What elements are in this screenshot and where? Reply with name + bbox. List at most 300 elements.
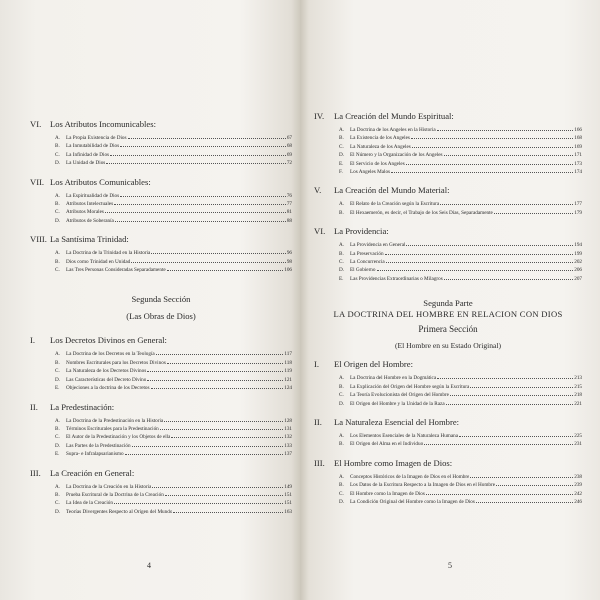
page-number-left: 4 [147,561,151,570]
entry-page: 68 [286,143,292,150]
entry-page: 81 [286,209,292,216]
toc-section [314,185,582,217]
entry-page: 177 [574,201,582,208]
entry-letter: C. [339,259,344,266]
toc-section [314,359,582,408]
entry-text: Términos Escriturales para la Predestinación [66,425,159,432]
toc-entry [339,258,582,266]
entry-page: 218 [574,392,582,399]
entry-letter: B. [55,201,60,208]
toc-entry [55,258,292,266]
entry-page: 168 [574,135,582,142]
entry-text: El Origen del Alma en el Individuo [350,441,424,448]
dot-leader [106,159,285,164]
entry-text: Atributos Morales [66,209,104,216]
entry-text: La Naturaleza de los Decretos Divinos [66,368,147,375]
toc-section [314,226,582,283]
dot-leader [160,425,283,430]
toc-entry [339,266,582,274]
entry-letter: F. [339,169,343,176]
toc-entry [339,151,582,159]
toc-entry [339,498,582,506]
toc-entry [339,490,582,498]
section-title [314,111,582,122]
dot-leader [167,266,284,271]
section-title [30,234,292,245]
right-heading-line3: Primera Sección [418,324,478,335]
toc-section [30,402,292,459]
toc-entry [55,249,292,257]
entry-text: La Infinidad de Dios [66,151,110,158]
entry-page: 67 [286,135,292,141]
toc-entry [55,142,292,150]
entry-page: 137 [284,451,292,458]
entry-letter: B. [339,482,344,489]
entry-page: 98 [286,258,292,265]
section-title-text: El Hombre como Imagen de Dios: [334,457,453,468]
entry-text: El Relato de la Creación según la Escritura [350,201,440,208]
toc-entry [55,483,292,491]
entry-page: 225 [574,432,582,439]
entry-page: 96 [286,250,292,257]
dot-leader [424,440,573,445]
section-title-text: La Santísima Trinidad: [50,234,129,245]
section-title-text: Los Atributos Comunicables: [50,176,151,187]
toc-entry [339,432,582,440]
toc-entry [339,400,582,408]
entry-letter: E. [55,451,60,458]
dot-leader [167,359,284,364]
dot-leader [128,134,286,139]
toc-entry [55,499,292,507]
entry-text: Prueba Escritural de la Doctrina de la Creación [66,491,164,498]
dot-leader [412,143,573,148]
section-title [30,335,292,346]
entry-page: 174 [574,169,582,176]
entry-text: La Naturaleza de los Angeles [350,143,411,150]
toc-entry [55,192,292,200]
left-heading [30,294,292,322]
dot-leader [152,483,283,488]
entry-page: 151 [284,491,292,498]
section-number: I. [30,335,36,346]
dot-leader [459,432,573,437]
entry-text: La Unidad de Dios [66,160,106,167]
entry-text: El Hombre como la Imagen de Dios [350,490,425,497]
dot-leader [450,391,573,396]
entry-letter: D. [339,400,345,407]
toc-entry [339,391,582,399]
entry-text: Conceptos Históricos de la Imagen de Dios en el Hombre [350,473,470,480]
entry-text: La Existencia de los Angeles [350,135,410,142]
entry-page: 121 [284,376,292,383]
section-entries [55,417,292,459]
section-entries [55,483,292,517]
entry-page: 149 [284,483,292,490]
dot-leader [165,491,283,496]
entry-text: Las Tres Personas Consideradas Separadamente [66,267,166,274]
entry-page: 231 [574,441,582,448]
entry-page: 131 [284,425,292,432]
entry-page: 206 [574,267,582,274]
entry-page: 124 [284,385,292,392]
section-title [314,417,582,428]
toc-entry [55,425,292,433]
entry-page: 128 [284,417,292,424]
toc-entry [339,200,582,208]
toc-section [30,468,292,517]
dot-leader [147,376,283,381]
page-number-right: 5 [448,561,452,570]
entry-page: 194 [574,242,582,249]
dot-leader [125,450,284,455]
section-title-text: La Creación del Mundo Espiritual: [334,111,454,121]
entry-page: 239 [574,482,582,489]
right-heading [314,298,582,351]
section-entries [339,374,582,408]
section-entries [55,134,292,168]
entry-letter: D. [55,376,61,383]
entry-letter: E. [339,160,344,167]
dot-leader [494,209,573,214]
toc-section [314,458,582,507]
entry-letter: B. [55,491,60,498]
entry-letter: E. [55,385,60,392]
entry-text: El Gobierno [350,267,376,274]
entry-letter: A. [55,250,61,257]
entry-text: Las Providencias Extraordinarias o Milagros [350,275,443,282]
toc-entry [339,241,582,249]
entry-text: La Doctrina de los Decretos en la Teología [66,351,155,358]
toc-entry [55,134,292,142]
dot-leader [105,208,286,213]
toc-entry [339,209,582,217]
toc-entry [55,350,292,358]
dot-leader [496,481,573,486]
right-heading-line2: LA DOCTRINA DEL HOMBRE EN RELACION CON DIOS [333,309,563,320]
entry-text: La Inmutabilidad de Dios [66,143,120,150]
entry-page: 221 [574,400,582,407]
dot-leader [377,266,574,271]
toc-entry [55,417,292,425]
left-sections-bottom [30,335,292,516]
entry-page: 119 [284,368,292,375]
entry-page: 118 [284,359,292,366]
entry-text: Los Elementos Esenciales de la Naturaleza Humana [350,432,459,439]
entry-page: 213 [574,375,582,382]
entry-letter: B. [339,135,344,142]
entry-letter: C. [339,490,344,497]
entry-text: La Propia Existencia de Dios [66,135,127,141]
dot-leader [156,350,284,355]
toc-entry [55,450,292,458]
dot-leader [426,490,573,495]
entry-page: 88 [286,217,292,224]
entry-text: La Doctrina de los Angeles en la Historia [350,127,436,133]
dot-leader [440,200,573,205]
entry-text: Las Características del Decreto Divino [66,376,147,383]
entry-letter: A. [339,242,345,249]
entry-page: 246 [574,498,582,505]
toc-entry [55,200,292,208]
entry-letter: A. [339,432,345,439]
entry-text: Los Datos de la Escritura Respecto a la Imagen de Dios en el Hombre [350,482,496,489]
entry-text: Nombres Escriturales para los Decretos Divinos [66,359,166,366]
section-title [314,458,582,469]
section-title-text: La Predestinación: [50,401,115,412]
entry-letter: A. [55,417,61,424]
toc-entry [55,433,292,441]
left-sections-top [30,119,292,274]
entry-letter: C. [55,267,60,274]
entry-text: La Providencia en General [350,242,406,249]
entry-text: La Doctrina de la Creación en la Historia [66,483,152,490]
dot-leader [391,168,573,173]
dot-leader [164,417,283,422]
entry-letter: D. [55,160,61,167]
section-entries [339,473,582,507]
toc-entry [55,217,292,225]
entry-letter: D. [55,442,61,449]
dot-leader [114,200,286,205]
section-title-text: La Naturaleza Esencial del Hombre: [334,416,460,427]
entry-page: 173 [574,160,582,167]
toc-section [314,111,582,176]
entry-text: La Teoría Evolucionista del Origen del Hombre [350,392,449,399]
entry-page: 132 [284,434,292,441]
section-title [314,185,582,196]
left-heading-line1: Segunda Sección [131,294,191,305]
entry-letter: B. [339,383,344,390]
dot-leader [147,367,283,372]
entry-text: La Condición Original del Hombre como la Imagen de Dios [350,498,475,505]
entry-letter: A. [339,201,345,208]
section-number: III. [30,467,41,478]
section-number: VII. [30,176,45,187]
entry-letter: D. [339,498,345,505]
entry-letter: D. [339,267,345,274]
section-number: VIII. [30,234,47,245]
toc-entry [55,359,292,367]
section-title [30,119,292,130]
entry-letter: A. [55,351,61,358]
dot-leader [411,134,573,139]
dot-leader [114,499,283,504]
entry-page: 117 [284,351,292,358]
section-title [314,359,582,370]
entry-letter: D. [55,217,61,224]
section-entries [55,350,292,392]
entry-text: El Número y la Organización de los Angeles [350,152,443,159]
entry-text: La Doctrina del Hombre en la Dogmática [350,375,437,382]
entry-page: 163 [284,508,292,515]
entry-letter: C. [55,209,60,216]
dot-leader [470,473,573,478]
entry-text: El Origen del Hombre y la Unidad de la Raza [350,400,445,407]
dot-leader [437,374,573,379]
section-title-text: La Creación del Mundo Material: [334,185,450,196]
dot-leader [132,442,284,447]
entry-letter: A. [339,473,345,480]
entry-letter: C. [339,143,344,150]
dot-leader [151,249,286,254]
dot-leader [437,126,574,131]
entry-page: 171 [574,152,582,159]
section-title-text: La Creación en General: [50,467,135,478]
entry-letter: A. [55,135,61,141]
right-heading-line4: (El Hombre en su Estado Original) [394,341,502,351]
section-number: II. [314,416,322,427]
dot-leader [470,383,573,388]
entry-text: El Autor de la Predestinación y los Objetos de ella [66,434,171,441]
section-title-text: Los Decretos Divinos en General: [50,335,167,346]
entry-letter: C. [339,392,344,399]
toc-entry [339,134,582,142]
entry-letter: E. [339,275,344,282]
entry-letter: C. [55,500,60,507]
toc-entry [55,508,292,516]
entry-page: 242 [574,490,582,497]
entry-page: 166 [574,127,582,133]
entry-page: 207 [574,275,582,282]
dot-leader [406,160,573,165]
entry-text: Objeciones a la doctrina de los Decretos [66,385,150,392]
toc-entry [55,491,292,499]
entry-page: 151 [284,500,292,507]
toc-entry [339,143,582,151]
section-entries [339,432,582,449]
entry-text: Dios como Trinidad en Unidad [66,258,131,265]
entry-page: 179 [574,209,582,216]
section-entries [339,126,582,176]
entry-letter: A. [55,483,61,490]
entry-text: La Preservación [350,250,384,257]
toc-entry [55,367,292,375]
entry-text: La Explicación del Origen del Hombre según la Escritura [350,383,470,390]
entry-letter: D. [55,508,61,515]
toc-entry [339,374,582,382]
toc-entry [55,208,292,216]
section-title [30,402,292,413]
entry-page: 72 [286,160,292,167]
entry-letter: B. [339,250,344,257]
section-entries [55,249,292,274]
entry-text: La Doctrina de la Trinidad en la Historia [66,250,151,257]
entry-page: 69 [286,151,292,158]
dot-leader [110,151,286,156]
dot-leader [120,192,286,197]
section-title-text: Los Atributos Incomunicables: [50,119,156,129]
entry-text: Supra- e Infralapsarianismo [66,451,124,458]
right-heading-line1: Segunda Parte [423,298,473,309]
dot-leader [385,250,574,255]
entry-text: Los Angeles Malos [350,169,391,176]
entry-text: La Espiritualidad de Dios [66,192,120,199]
dot-leader [406,241,573,246]
section-title [314,226,582,237]
dot-leader [171,433,283,438]
entry-page: 76 [286,192,292,199]
section-title-text: El Origen del Hombre: [334,359,413,370]
toc-entry [339,168,582,176]
entry-text: El Servicio de los Angeles [350,160,405,167]
entry-letter: B. [339,441,344,448]
entry-page: 133 [284,442,292,449]
entry-letter: B. [55,258,60,265]
section-number: V. [314,185,322,196]
toc-section [30,335,292,392]
dot-leader [446,400,574,405]
dot-leader [131,258,286,263]
entry-text: Atributos Intelectuales [66,201,114,208]
entry-text: Atributos de Soberanía [66,217,114,224]
entry-letter: B. [55,143,60,150]
entry-page: 169 [574,143,582,150]
toc-entry [55,266,292,274]
entry-page: 199 [574,250,582,257]
entry-text: La Idea de la Creación [66,500,113,507]
right-page [300,0,600,600]
entry-text: Teorías Divergentes Respecto al Origen del Mundo [66,508,173,515]
entry-letter: C. [55,368,60,375]
toc-entry [339,481,582,489]
entry-letter: D. [339,152,345,159]
dot-leader [386,258,574,263]
section-number: I. [314,359,320,370]
entry-page: 238 [574,473,582,480]
section-number: III. [314,457,325,468]
toc-entry [339,383,582,391]
toc-entry [55,376,292,384]
toc-section [30,177,292,226]
dot-leader [115,217,286,222]
toc-entry [339,473,582,481]
section-number: VI. [314,226,326,237]
toc-section [314,417,582,449]
entry-page: 77 [286,201,292,208]
section-number: IV. [314,111,325,121]
entry-letter: A. [339,375,345,382]
toc-entry [339,440,582,448]
toc-entry [339,275,582,283]
entry-letter: A. [55,192,61,199]
section-title-text: La Providencia: [334,226,389,237]
section-number: II. [30,401,38,412]
section-entries [339,200,582,217]
section-number: VI. [30,119,42,129]
entry-text: Las Partes de la Predestinación [66,442,131,449]
dot-leader [476,498,573,503]
entry-page: 215 [574,383,582,390]
toc-entry [55,151,292,159]
entry-letter: B. [339,209,344,216]
toc-entry [55,384,292,392]
entry-text: La Doctrina de la Predestinación en la Historia [66,417,164,424]
toc-entry [55,159,292,167]
section-entries [339,241,582,283]
dot-leader [151,384,284,389]
entry-letter: C. [55,151,60,158]
entry-letter: B. [55,425,60,432]
section-entries [55,192,292,226]
entry-letter: A. [339,127,345,133]
entry-page: 106 [284,267,292,274]
right-sections-top [314,111,582,283]
toc-entry [55,442,292,450]
entry-text: La Concurrencia [350,259,385,266]
dot-leader [444,151,574,156]
section-title [30,177,292,188]
